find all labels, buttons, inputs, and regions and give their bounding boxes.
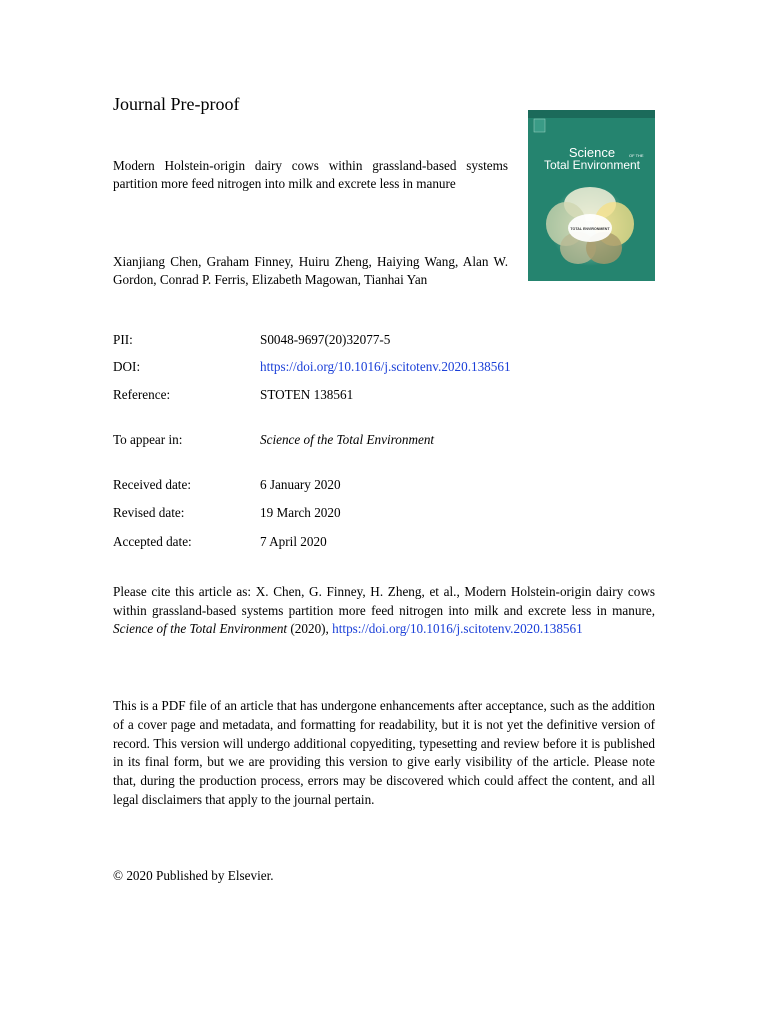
meta-accepted-label: Accepted date:	[113, 534, 192, 549]
journal-pre-proof-heading: Journal Pre-proof	[113, 94, 240, 114]
meta-reference-value: STOTEN 138561	[260, 387, 354, 402]
citation-paragraph	[113, 583, 655, 639]
meta-revised-value: 19 March 2020	[260, 505, 341, 520]
meta-doi-label: DOI:	[113, 359, 141, 374]
article-authors: Xianjiang Chen, Graham Finney, Huiru Zheng, Haiying Wang, Alan W. Gordon, Conrad P. Ferris, Elizabeth Magowan, Tianhai Yan	[113, 254, 508, 287]
cover-top-band	[528, 110, 655, 118]
meta-accepted-value: 7 April 2020	[260, 534, 327, 549]
meta-received-label: Received date:	[113, 477, 191, 492]
journal-cover-image	[528, 110, 655, 281]
cover-title-line2: Total Environment	[543, 158, 641, 172]
meta-reference-label: Reference:	[113, 387, 171, 402]
citation-text: Please cite this article as: X. Chen, G. Finney, H. Zheng, et al., Modern Holstein-origin dairy cows within grassland-based systems partition more feed nitrogen into milk and excrete less in manure,	[113, 584, 655, 618]
article-title: Modern Holstein-origin dairy cows within grassland-based systems partition more feed nitrogen into milk and excrete less in manure	[113, 158, 508, 191]
citation-year: (2020),	[287, 621, 333, 636]
citation-doi-link[interactable]: https://doi.org/10.1016/j.scitotenv.2020.138561	[332, 621, 583, 636]
meta-pii-value: S0048-9697(20)32077-5	[260, 332, 391, 347]
meta-received-value: 6 January 2020	[260, 477, 341, 492]
citation-journal: Science of the Total Environment	[113, 621, 288, 636]
pdf-notice-paragraph: This is a PDF file of an article that has undergone enhancements after acceptance, such as the addition of a cover page and metadata, and formatting for readability, but it is not yet the definitive version of record. This version will undergo additional copyediting, typesetting and review before it is published in its final form, but we are providing this version to give early visibility of the article. Please note that, during the production process, errors may be discovered which could affect the content, and all legal disclaimers that apply to the journal pertain.	[113, 698, 655, 807]
meta-pii-label: PII:	[113, 332, 133, 347]
copyright-line: © 2020 Published by Elsevier.	[113, 868, 274, 883]
cover-title-of-the: OF THE	[629, 153, 644, 158]
meta-revised-label: Revised date:	[113, 505, 185, 520]
cover-title-line1: Science	[568, 145, 616, 160]
journal-cover-art	[528, 110, 655, 281]
meta-appear-label: To appear in:	[113, 432, 183, 447]
meta-doi-link[interactable]: https://doi.org/10.1016/j.scitotenv.2020.138561	[260, 359, 511, 374]
cover-center-label: TOTAL ENVIRONMENT	[570, 227, 610, 231]
elsevier-logo-icon	[534, 119, 545, 132]
meta-appear-value: Science of the Total Environment	[260, 432, 435, 447]
